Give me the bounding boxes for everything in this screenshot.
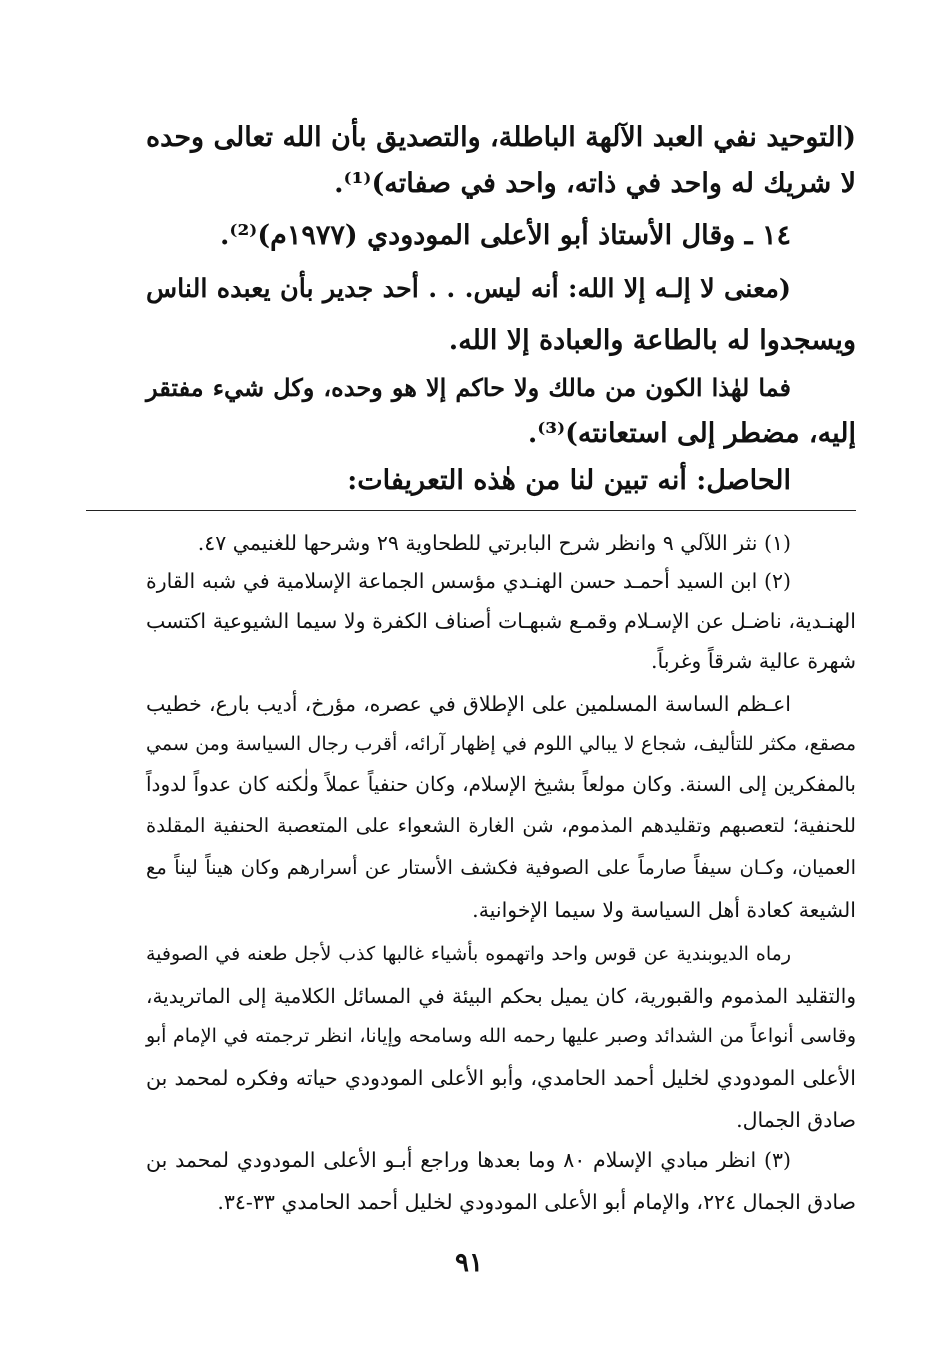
- footnote-2-line-2: الهنـدية، ناضـل عن الإسـلام وقمـع شبهـات أصناف الكفرة ولا سيما الشيوعية اكتسب: [146, 609, 856, 633]
- footnote-2-line-6: بالمفكرين إلى السنة. وكان مولعاً بشيخ الإسلام، وكان حنفياً عملاً ولٰكنه كان عدواً لدوداً: [146, 772, 856, 796]
- footnote-2-line-4: اعـظم الساسة المسلمين على الإطلاق في عصره، مؤرخ، أديب بارع، خطيب: [146, 692, 792, 716]
- footnote-3-line-1: (٣) انظر مبادي الإسلام ٨٠ وما بعدها وراجع أبـو الأعلى المودودي لمحمد بن: [146, 1148, 792, 1172]
- footnote-2-line-10: رماه الديوبندية عن قوس واحد واتهموه بأشياء غالبها كذب لأجل طعنه في الصوفية: [146, 943, 791, 965]
- footnote-2-line-1: (٢) ابن السيد أحمـد حسن الهنـدي مؤسس الجماعة الإسلامية في شبه القارة: [146, 569, 791, 593]
- footnote-2-line-3: شهرة عالية شرقاً وغرباً.: [650, 649, 856, 673]
- footnote-separator: [86, 510, 856, 511]
- body-line-6: فما لهٰذا الكون من مالك ولا حاكم إلا هو وحده، وكل شيء مفتقر: [146, 373, 791, 402]
- footnote-2-line-12: وقاسى أنواعاً من الشدائد وصبر عليها رحمه الله وسامحه وإيانا، انظر ترجمته في الإمام أبو: [146, 1025, 856, 1047]
- body-line-5: ويسجدوا له بالطاعة والعبادة إلا الله.: [448, 325, 856, 356]
- body-line-3: ١٤ ـ وقال الأستاذ أبو الأعلى المودودي (١٩٧٧م)⁽²⁾.: [220, 220, 791, 251]
- footnote-2-line-13: الأعلى المودودي لخليل أحمد الحامدي، وأبو الأعلى المودودي حياته وفكره لمحمد بن: [146, 1066, 856, 1090]
- body-line-2: لا شريك له واحد في ذاته، واحد في صفاته)⁽¹⁾.: [334, 168, 856, 199]
- footnote-3-line-2: صادق الجمال ٢٢٤، والإمام أبو الأعلى المودودي لخليل أحمد الحامدي ٣٣-٣٤.: [217, 1190, 856, 1214]
- footnote-2-line-8: العميان، وكـان سيفاً صارماً على الصوفية فكشف الأستار عن أسرارهم وكان هيناً ليناً مع: [146, 856, 856, 879]
- body-line-7: إليه، مضطر إلى استعانته)⁽³⁾.: [527, 418, 856, 449]
- footnote-2-line-5: مصقع، مكثر للتأليف، شجاع لا يبالي اللوم في إظهار آرائه، أقرب رجال السياسة ومن سمي: [146, 733, 856, 755]
- footnote-2-line-14: صادق الجمال.: [736, 1108, 856, 1132]
- body-line-4: (معنى لا إلـه إلا الله: أنه ليس. . . أحد جدير بأن يعبده الناس: [146, 274, 791, 304]
- footnote-2-line-7: للحنفية؛ لتعصبهم وتقليدهم المذموم، شن الغارة الشعواء على المتعصبة الحنفية المقلدة: [146, 814, 856, 837]
- footnote-2-line-11: والتقليد المذموم والقبورية، كان يميل بحكم البيئة في المسائل الكلامية إلى الماتريدية،: [146, 984, 856, 1008]
- body-line-1: (التوحيد نفي العبد الآلهة الباطلة، والتصديق بأن الله تعالى وحده: [146, 122, 856, 153]
- body-line-8: الحاصل: أنه تبين لنا من هٰذه التعريفات:: [347, 465, 791, 496]
- page-number: ٩١: [455, 1248, 483, 1278]
- footnote-2-line-9: الشيعة كعادة أهل السياسة ولا سيما الإخوانية.: [472, 898, 856, 922]
- footnote-1: (١) نثر اللآلي ٩ وانظر شرح البابرتي للطحاوية ٢٩ وشرحها للغنيمي ٤٧.: [197, 531, 791, 555]
